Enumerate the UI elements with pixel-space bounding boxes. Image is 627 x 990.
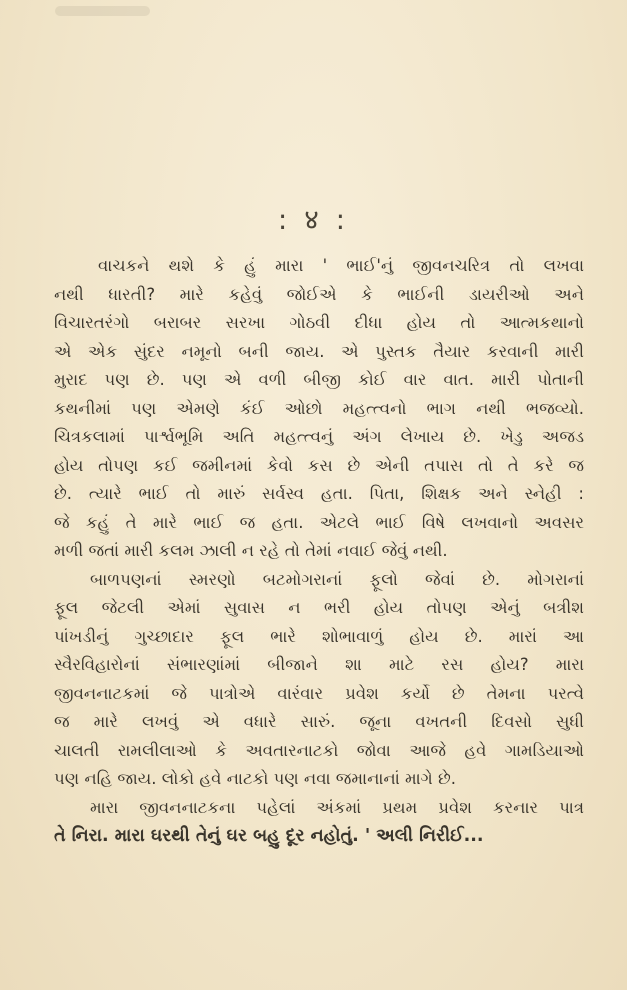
text-line: જ મારે લખવું એ વધારે સારું. જૂના વખતની દિવસો સુધી xyxy=(54,712,584,731)
body-text xyxy=(54,252,584,851)
text-line: પણ નહિ જાય. લોકો હવે નાટકો પણ નવા જમાનાનાં માગે છે. xyxy=(54,769,456,788)
text-line: વાચકને થશે કે હું મારા ' ભાઈ'નું જીવનચરિત્ર તો લખવા xyxy=(98,256,584,275)
text-line: સ્વૈરવિહારોનાં સંભારણાંમાં બીજાને શા માટે રસ હોય? મારા xyxy=(54,655,584,674)
text-line: જીવનનાટકમાં જે પાત્રોએ વારંવાર પ્રવેશ કર્યો છે તેમના પરત્વે xyxy=(54,683,584,703)
text-line: જે કહું તે મારે ભાઈ જ હતા. એટલે ભાઈ વિષે લખવાનો અવસર xyxy=(54,512,584,532)
text-line: મળી જતાં મારી કલમ ઝાલી ન રહે તો તેમાં નવાઈ જેવું નથી. xyxy=(54,541,448,560)
text-line: વિચારતરંગો બરાબર સરખા ગોઠવી દીધા હોય તો આત્મકથાનો xyxy=(54,313,584,332)
text-line: પાંખડીનું ગુચ્છાદાર ફૂલ ભારે શોભાવાળું હોય છે. મારાં આ xyxy=(54,626,584,646)
text-line: છે. ત્યારે ભાઈ તો મારું સર્વસ્વ હતા. પિતા, શિક્ષક અને સ્નેહી : xyxy=(54,484,584,503)
text-line: ચાલતી રામલીલાઓ કે અવતારનાટકો જોવા આજે હવે ગામડિયાઓ xyxy=(54,740,584,760)
text-line: એ એક સુંદર નમૂનો બની જાય. એ પુસ્તક તૈયાર કરવાની મારી xyxy=(54,341,584,361)
text-line: ચિત્રકલામાં પાર્શ્વભૂમિ અતિ મહત્ત્વનું અંગ લેખાય છે. ખેડુ અજડ xyxy=(54,427,584,446)
page-smudge xyxy=(55,6,150,16)
page-number: : ४ : xyxy=(277,203,350,236)
text-line: કથનીમાં પણ એમણે કંઈ ઓછો મહત્ત્વનો ભાગ નથી ભજવ્યો. xyxy=(54,398,584,418)
text-line: નથી ધારતી? મારે કહેવું જોઈએ કે ભાઈની ડાયરીઓ અને xyxy=(54,284,584,304)
text-line: હોય તોપણ કઈ જમીનમાં કેવો કસ છે એની તપાસ તો તે કરે જ xyxy=(54,455,584,475)
text-line: મારા જીવનનાટકના પહેલાં અંકમાં પ્રથમ પ્રવેશ કરનાર પાત્ર xyxy=(90,797,584,817)
text-line: મુરાદ પણ છે. પણ એ વળી બીજી કોઈ વાર વાત. મારી પોતાની xyxy=(54,370,584,389)
text-line: તે નિરા. મારા ઘરથી તેનું ઘર બહુ દૂર નહોતું. ' અલી નિરીઈ... xyxy=(54,826,484,846)
text-line: ફૂલ જેટલી એમાં સુવાસ ન ભરી હોય તોપણ એનું બત્રીશ xyxy=(54,598,584,617)
text-line: બાળપણનાં સ્મરણો બટમોગરાનાં ફૂલો જેવાં છે. મોગરાનાં xyxy=(90,569,584,589)
